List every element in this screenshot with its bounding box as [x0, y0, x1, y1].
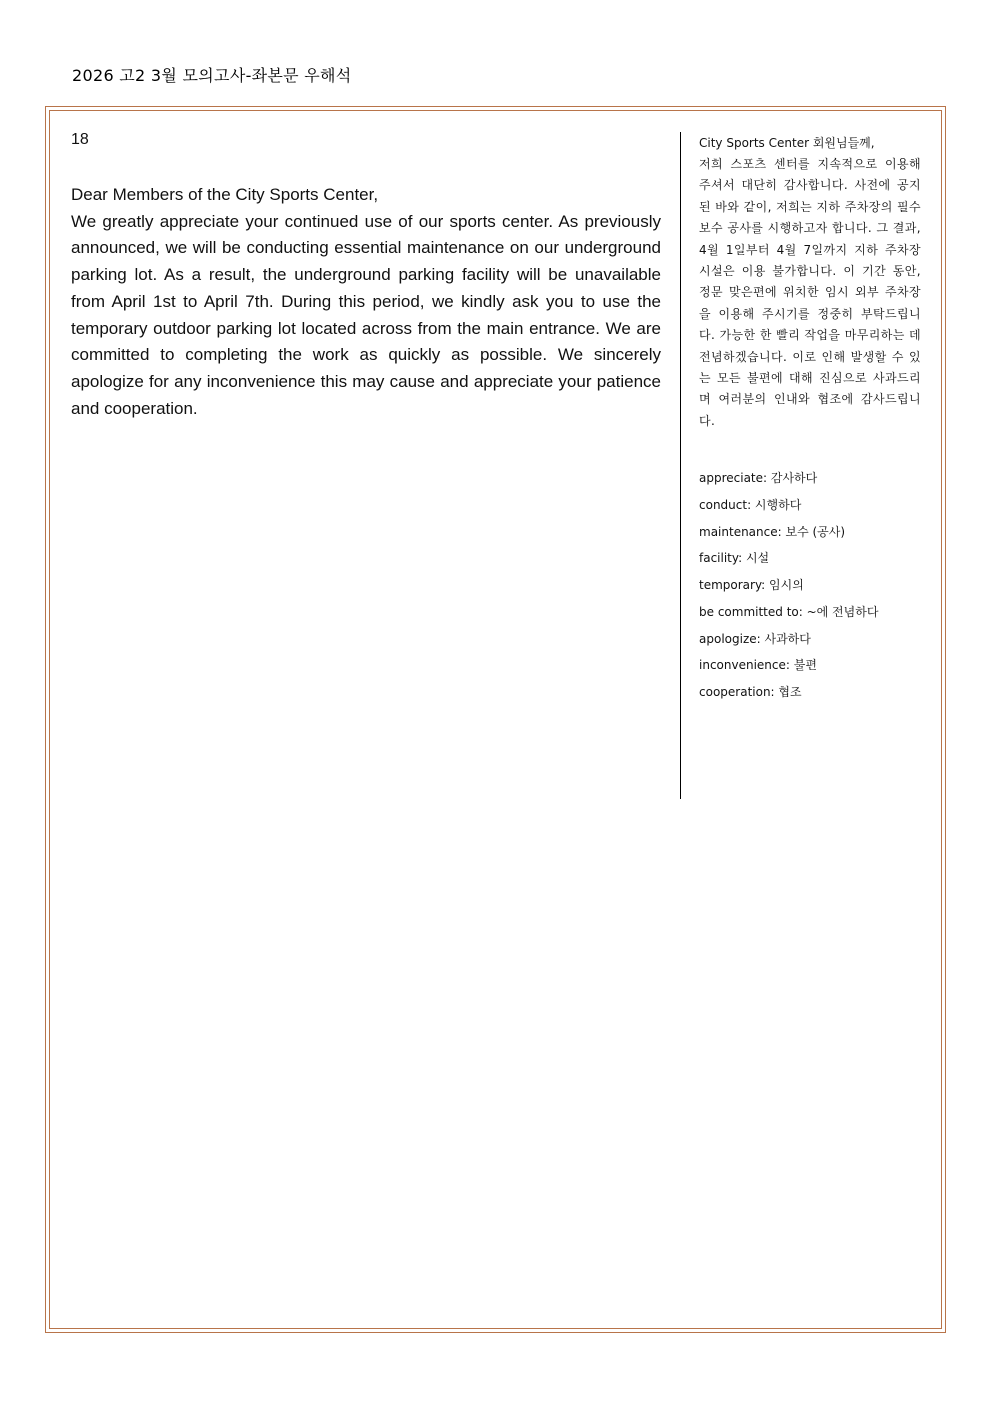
- vocabulary-list: [699, 465, 921, 705]
- question-number: 18: [71, 131, 89, 148]
- page-title: 2026 고2 3월 모의고사-좌본문 우해석: [72, 66, 352, 85]
- passage-body: We greatly appreciate your continued use of our sports center. As previously announced, we will be conducting essential maintenance on our underground parking lot. As a result, the underground parking facility will be unavailable from April 1st to April 7th. During this period, we kindly ask you to use the temporary outdoor parking lot located across from the main entrance. We are committed to completing the work as quickly as possible. We sincerely apologize for any inconvenience this may cause and appreciate your patience and cooperation.: [71, 211, 661, 418]
- passage-salutation: Dear Members of the City Sports Center,: [71, 185, 379, 204]
- vocab-item: inconvenience: 불편: [699, 658, 817, 673]
- vocab-item: temporary: 임시의: [699, 578, 804, 593]
- vocab-item: appreciate: 감사하다: [699, 471, 818, 486]
- passage-text: [71, 182, 661, 422]
- translation-body: 저희 스포츠 센터를 지속적으로 이용해 주셔서 대단히 감사합니다. 사전에 공지된 바와 같이, 저희는 지하 주차장의 필수 보수 공사를 시행하고자 합니다. 그 결과, 4월 1일부터 4월 7일까지 지하 주차장 시설은 이용 불가합니다. 이 기간 동안, 정문 맞은편에 위치한 임시 외부 주차장을 이용해 주시기를 정중히 부탁드립니다. 가능한 한 빨리 작업을 마무리하는 데 전념하겠습니다. 이로 인해 발생할 수 있는 모든 불편에 대해 진심으로 사과드리며 여러분의 인내와 협조에 감사드립니다.: [699, 157, 921, 428]
- vocab-item: facility: 시설: [699, 551, 770, 566]
- vocab-item: cooperation: 협조: [699, 684, 802, 699]
- translation-greeting: City Sports Center 회원님들께,: [699, 136, 875, 150]
- column-divider: [680, 132, 681, 799]
- vocab-item: be committed to: ~에 전념하다: [699, 604, 879, 619]
- vocab-item: conduct: 시행하다: [699, 497, 802, 512]
- translation-column: [699, 132, 921, 706]
- vocab-item: maintenance: 보수 (공사): [699, 524, 846, 539]
- vocab-item: apologize: 사과하다: [699, 631, 811, 646]
